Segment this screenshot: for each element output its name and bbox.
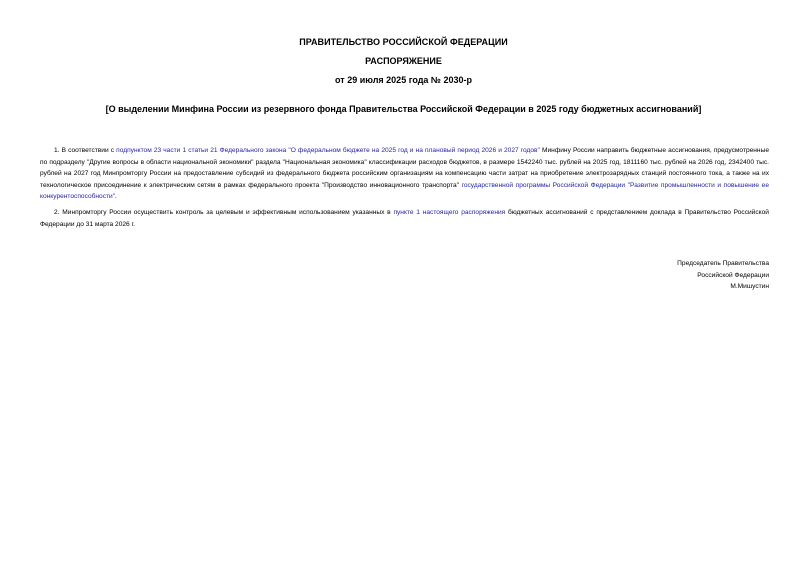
signature-name: М.Мишустин (730, 283, 769, 291)
government-heading: ПРАВИТЕЛЬСТВО РОССИЙСКОЙ ФЕДЕРАЦИИ (299, 37, 508, 47)
signature-position-line-2: Российской Федерации (697, 271, 769, 279)
signature-position-line-1: Председатель Правительства (677, 260, 769, 267)
paragraph-1-text-end: . (115, 193, 117, 201)
paragraph-2 (40, 207, 769, 230)
document-title: [О выделении Минфина России из резервного фонда Правительства Российской Федерации в 2025 году бюджетных ассигнований] (105, 104, 702, 114)
paragraph-1 (40, 145, 769, 203)
state-program-link[interactable]: государственной программы Российской Федерации "Развитие промышленности и повышение ее конкурентоспособности" (40, 181, 769, 201)
federal-law-link[interactable]: подпунктом 23 части 1 статьи 21 Федерального закона "О федеральном бюджете на 2025 год и на плановый период 2026 и 2027 годов" (116, 147, 540, 154)
document-date-number: от 29 июля 2025 года № 2030-р (335, 75, 472, 85)
paragraph-1-text-start: 1. В соответствии с (54, 147, 117, 154)
paragraph-2-text-start: 2. Минпромторгу России осуществить контроль за целевым и эффективным использованием указанных в (54, 209, 394, 216)
clause-1-link[interactable]: пункте 1 настоящего распоряжения (393, 209, 506, 216)
document-type-heading: РАСПОРЯЖЕНИЕ (365, 56, 442, 66)
paragraph-1-text-middle: Минфину России направить бюджетные ассигнования, предусмотренные по подразделу "Другие вопросы в области национальной экономики" раздела "Национальная экономика" классификации расходов бюджетов, в размере 1542240 тыс. рублей на 2025 год, 1811160 тыс. рублей на 2026 год, 2342400 тыс. рублей на 2027 год Минпромторгу России на предоставление субсидий из федерального бюджета российским организациям на компенсацию части затрат на приобретение электрозарядных станций постоянного тока, а также на их технологическое присоединение к электрическим сетям в рамках федерального проекта "Производство инновационного транспорта" (40, 147, 769, 189)
paragraph-2-text-end: бюджетных ассигнований с представлением доклада в Правительство Российской Федерации до 31 марта 2026 г. (40, 209, 769, 228)
